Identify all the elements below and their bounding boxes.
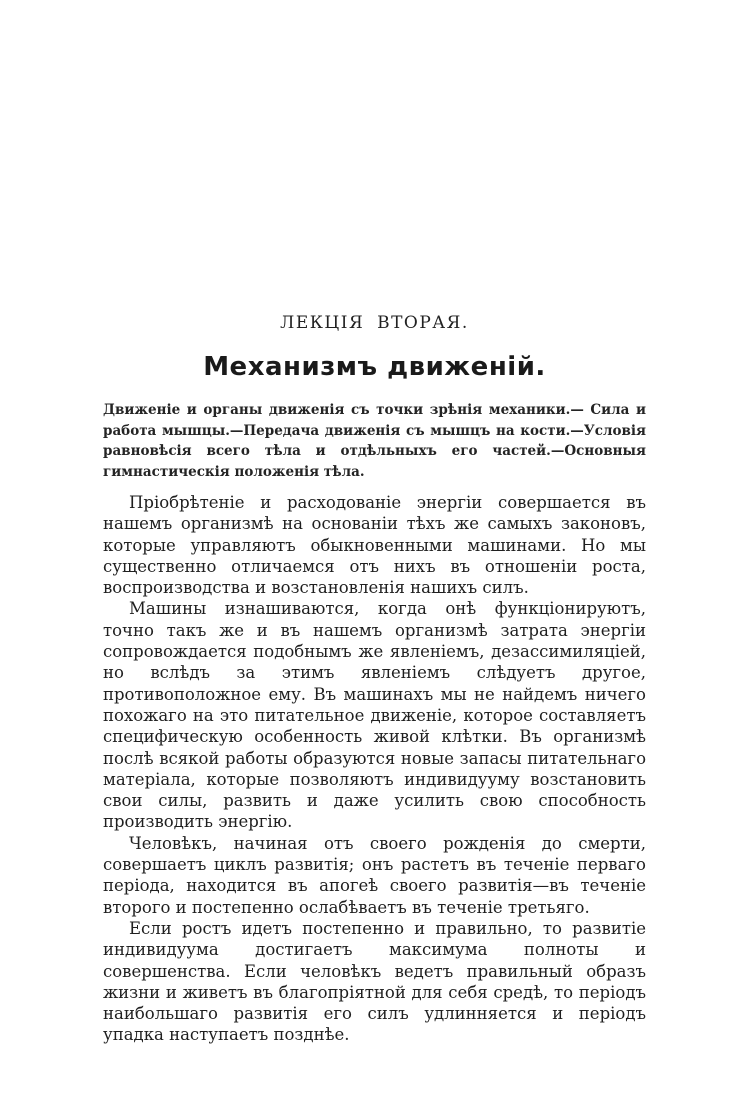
page-content: [103, 312, 646, 1046]
chapter-title: Механизмъ движеній.: [203, 352, 546, 382]
body-paragraph: Машины изнашиваются, когда онѣ функціонируютъ, точно такъ же и въ нашемъ организмѣ затрата энергіи сопровождается подобнымъ же явленіемъ, дезассимиляціей, но вслѣдъ за этимъ явленіемъ слѣдуетъ другое, противоположное ему. Въ машинахъ мы не найдемъ ничего похожаго на это питательное движеніе, которое составляетъ специфическую особенность живой клѣтки. Въ организмѣ послѣ всякой работы образуются новые запасы питательнаго матеріала, которые позволяютъ индивидууму возстановить свои силы, развить и даже усилить свою способность производить энергію.: [103, 599, 646, 832]
chapter-summary: Движеніе и органы движенія съ точки зрѣнія механики.— Сила и работа мышцы.—Передача движенія съ мышцъ на кости.—Условія равновѣсія всего тѣла и отдѣльныхъ его частей.—Основныя гимнастическія положенія тѣла.: [103, 402, 646, 480]
lecture-number-heading: ЛЕКЦІЯ ВТОРАЯ.: [280, 313, 469, 333]
body-paragraph: Человѣкъ, начиная отъ своего рожденія до смерти, совершаетъ циклъ развитія; онъ растетъ въ теченіе перваго періода, находится въ апогеѣ своего развитія—въ теченіе второго и постепенно ослабѣваетъ въ теченіе третьяго.: [103, 833, 646, 917]
body-paragraph: Если ростъ идетъ постепенно и правильно, то развитіе индивидуума достигаетъ максимума полноты и совершенства. Если человѣкъ ведетъ правильный образъ жизни и живетъ въ благопріятной для себя средѣ, то періодъ наибольшаго развитія его силъ удлинняется и періодъ упадка наступаетъ позднѣе.: [103, 918, 646, 1045]
body-text-block: [103, 492, 646, 1046]
body-paragraph: Пріобрѣтеніе и расходованіе энергіи совершается въ нашемъ организмѣ на основаніи тѣхъ же самыхъ законовъ, которые управляютъ обыкновенными машинами. Но мы существенно отличаемся отъ нихъ въ отношеніи роста, воспроизводства и возстановленія нашихъ силъ.: [103, 493, 646, 598]
